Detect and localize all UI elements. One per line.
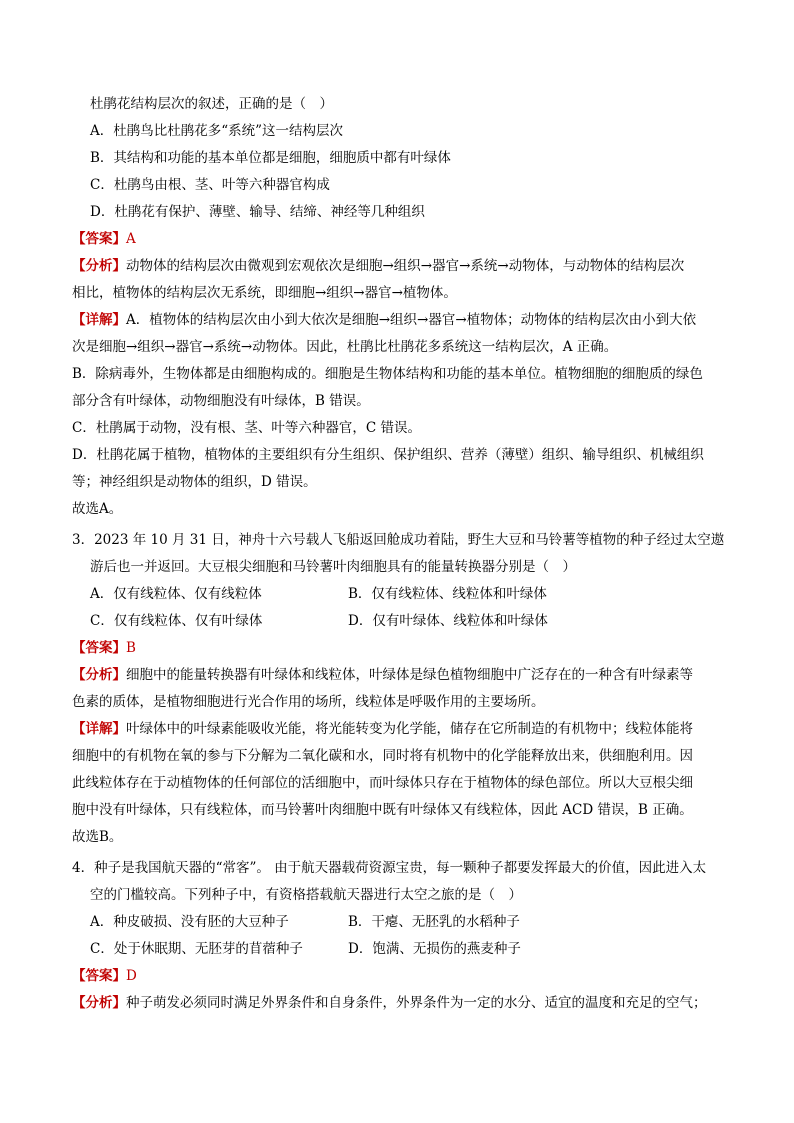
answer-label: 【答案】: [72, 640, 126, 656]
detail-label: 【详解】: [72, 312, 126, 328]
detail-text: 此线粒体存在于动植物体的任何部位的活细胞中，而叶绿体只存在于植物体的绿色部位。所以大豆根尖细: [72, 775, 693, 791]
analysis-text: 细胞中的能量转换器有叶绿体和线粒体，叶绿体是绿色植物细胞中广泛存在的一种含有叶绿素等: [126, 667, 693, 683]
answer-label: 【答案】: [72, 968, 126, 984]
detail-text: 等；神经组织是动物体的组织，D 错误。: [72, 474, 317, 490]
detail-line: [72, 719, 693, 739]
option-c: C．仅有线粒体、仅有叶绿体: [90, 613, 263, 629]
option-a: A．杜鹃鸟比杜鹃花多“系统”这一结构层次: [90, 123, 344, 139]
analysis-text: 动物体的结构层次由微观到宏观依次是细胞→组织→器官→系统→动物体，与动物体的结构层次: [126, 258, 685, 274]
detail-text: 次是细胞→组织→器官→系统→动物体。因此，杜鹃比杜鹃花多系统这一结构层次，A 正确。: [72, 339, 618, 355]
answer-label: 【答案】: [72, 231, 126, 247]
answer-value: A: [126, 231, 136, 247]
analysis-text: 色素的质体，是植物细胞进行光合作用的场所，线粒体是呼吸作用的主要场所。: [72, 694, 545, 710]
option-a: A．种皮破损、没有胚的大豆种子: [90, 914, 289, 930]
option-c: C．杜鹃鸟由根、茎、叶等六种器官构成: [90, 177, 330, 193]
question-stem: 杜鹃花结构层次的叙述，正确的是（ ）: [90, 96, 333, 112]
analysis-text: 相比，植物体的结构层次无系统，即细胞→组织→器官→植物体。: [72, 285, 457, 301]
analysis-line: [72, 256, 684, 276]
detail-text: C．杜鹃属于动物，没有根、茎、叶等六种器官，C 错误。: [72, 420, 421, 436]
analysis-label: 【分析】: [72, 667, 126, 683]
option-d: D．杜鹃花有保护、薄壁、输导、结缔、神经等几种组织: [90, 204, 425, 220]
detail-text: B．除病毒外，生物体都是由细胞构成的。细胞是生物体结构和功能的基本单位。植物细胞的细胞质的绿色: [72, 366, 703, 382]
detail-line: [72, 310, 696, 330]
detail-text: 叶绿体中的叶绿素能吸收光能，将光能转变为化学能，储存在它所制造的有机物中；线粒体能将: [126, 721, 693, 737]
option-d: D．饱满、无损伤的燕麦种子: [348, 941, 521, 957]
answer-line: [72, 966, 137, 986]
question-stem: 3．2023 年 10 月 31 日，神舟十六号载人飞船返回舱成功着陆，野生大豆和马铃薯等植物的种子经过太空遨: [72, 532, 725, 548]
analysis-label: 【分析】: [72, 258, 126, 274]
question-stem: 4．种子是我国航天器的“常客”。 由于航天器载荷资源宝贵，每一颗种子都要发挥最大的价值，因此进入太: [72, 860, 707, 876]
question-stem: 空的门槛较高。下列种子中，有资格搭载航天器进行太空之旅的是（ ）: [90, 887, 522, 903]
analysis-text: 种子萌发必须同时满足外界条件和自身条件，外界条件为一定的水分、适宜的温度和充足的空气；: [126, 995, 707, 1011]
detail-text: A．植物体的结构层次由小到大依次是细胞→组织→器官→植物体；动物体的结构层次由小到大依: [126, 312, 697, 328]
conclusion-text: 故选B。: [72, 829, 123, 845]
option-b: B．干瘪、无胚乳的水稻种子: [348, 914, 520, 930]
conclusion-text: 故选A。: [72, 501, 123, 517]
detail-text: 细胞中的有机物在氧的参与下分解为二氧化碳和水，同时将有机物中的化学能释放出来，供细胞利用。因: [72, 748, 693, 764]
detail-label: 【详解】: [72, 721, 126, 737]
answer-value: D: [126, 968, 137, 984]
detail-text: D．杜鹃花属于植物，植物体的主要组织有分生组织、保护组织、营养（薄壁）组织、输导组织、机械组织: [72, 447, 704, 463]
question-stem: 游后也一并返回。大豆根尖细胞和马铃薯叶肉细胞具有的能量转换器分别是（ ）: [90, 559, 576, 575]
detail-text: 部分含有叶绿体，动物细胞没有叶绿体，B 错误。: [72, 393, 370, 409]
option-a: A．仅有线粒体、仅有线粒体: [90, 586, 262, 602]
detail-text: 胞中没有叶绿体，只有线粒体，而马铃薯叶肉细胞中既有叶绿体又有线粒体，因此 ACD 错误，B 正确。: [72, 802, 693, 818]
answer-line: [72, 638, 136, 658]
answer-line: [72, 229, 136, 249]
option-b: B．仅有线粒体、线粒体和叶绿体: [348, 586, 547, 602]
option-c: C．处于休眠期、无胚芽的苜蓿种子: [90, 941, 303, 957]
option-b: B．其结构和功能的基本单位都是细胞，细胞质中都有叶绿体: [90, 150, 451, 166]
analysis-line: [72, 665, 693, 685]
analysis-line: [72, 993, 707, 1013]
option-d: D．仅有叶绿体、线粒体和叶绿体: [348, 613, 548, 629]
analysis-label: 【分析】: [72, 995, 126, 1011]
answer-value: B: [126, 640, 136, 656]
